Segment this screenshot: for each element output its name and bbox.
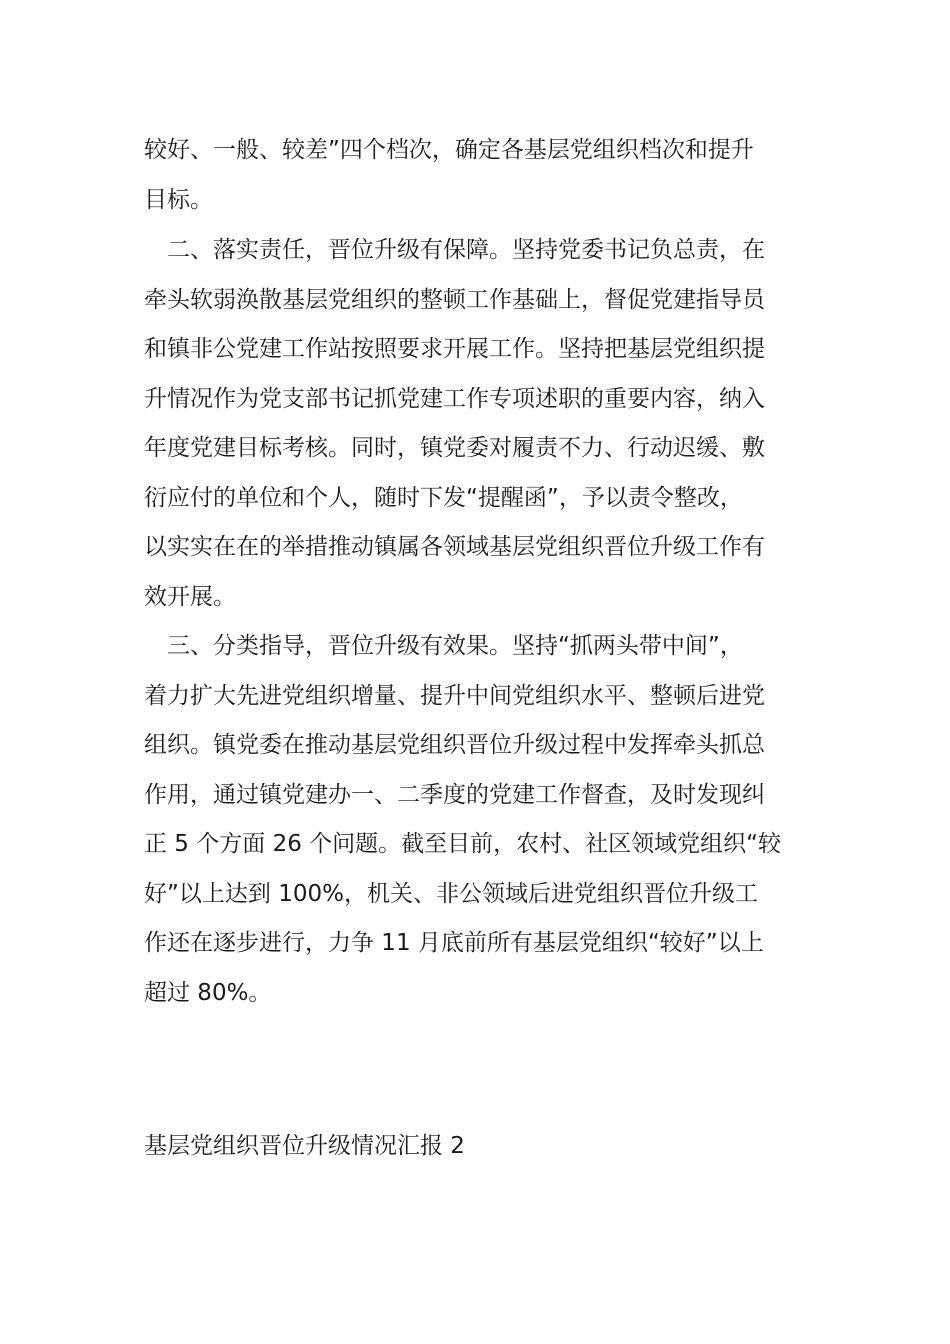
paragraph-line: 效开展。	[144, 583, 236, 610]
paragraph-line: 目标。	[144, 186, 213, 213]
paragraph-line: 较好、一般、较差”四个档次，确定各基层党组织档次和提升	[144, 137, 754, 163]
paragraph-3	[144, 622, 808, 1018]
paragraph-line: 以实实在在的举措推动镇属各领域基层党组织晋位升级工作有	[144, 534, 765, 560]
paragraph-line: 二、落实责任，晋位升级有保障。坚持党委书记负总责，在	[144, 237, 765, 263]
paragraph-line: 好”以上达到 100%，机关、非公领域后进党组织晋位升级工	[144, 880, 758, 907]
paragraph-line: 和镇非公党建工作站按照要求开展工作。坚持把基层党组织提	[144, 336, 765, 362]
paragraph-line: 作用，通过镇党建办一、二季度的党建工作督查，及时发现纠	[144, 781, 765, 808]
paragraph-2	[144, 226, 808, 622]
paragraph-line: 组织。镇党委在推动基层党组织晋位升级过程中发挥牵头抓总	[144, 732, 765, 758]
paragraph-line: 着力扩大先进党组织增量、提升中间党组织水平、整顿后进党	[144, 682, 765, 709]
paragraph-line: 衍应付的单位和个人，随时下发“提醒函”，予以责令整改，	[144, 484, 743, 511]
paragraph-line: 年度党建目标考核。同时，镇党委对履责不力、行动迟缓、敷	[144, 435, 765, 461]
paragraph-line: 正 5 个方面 26 个问题。截至目前，农村、社区领域党组织“较	[144, 831, 782, 857]
paragraph-line: 作还在逐步进行，力争 11 月底前所有基层党组织“较好”以上	[144, 930, 764, 956]
section-heading: 基层党组织晋位升级情况汇报 2	[144, 1133, 465, 1159]
paragraph-line: 三、分类指导，晋位升级有效果。坚持“抓两头带中间”，	[144, 633, 743, 659]
paragraph-1	[144, 126, 808, 225]
paragraph-line: 牵头软弱涣散基层党组织的整顿工作基础上，督促党建指导员	[144, 286, 765, 313]
paragraph-line: 超过 80%。	[144, 979, 272, 1006]
paragraph-line: 升情况作为党支部书记抓党建工作专项述职的重要内容，纳入	[144, 385, 765, 412]
